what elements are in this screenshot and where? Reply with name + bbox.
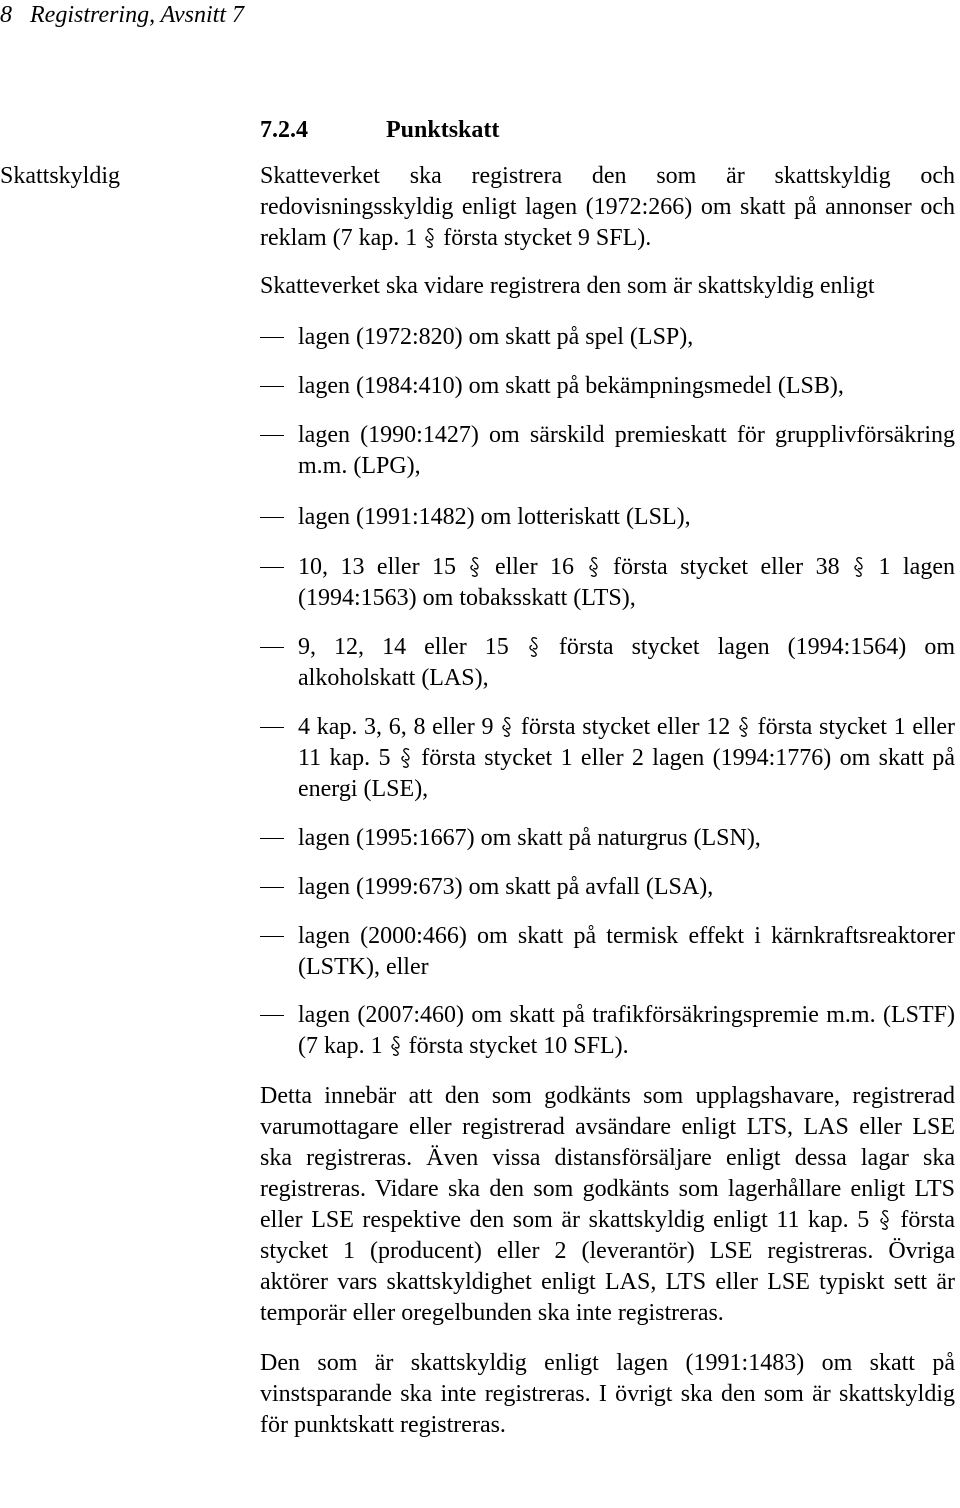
section-heading <box>260 115 499 146</box>
section-sign-icon <box>469 556 481 578</box>
list-item-text: lagen (1995:1667) om skatt på naturgrus (LSN), <box>298 825 761 851</box>
dash-bullet <box>260 435 284 436</box>
list-item <box>260 872 955 903</box>
dash-bullet <box>260 1015 284 1016</box>
dash-bullet <box>260 337 284 338</box>
dash-bullet <box>260 887 284 888</box>
list-item-text: lagen (1999:673) om skatt på avfall (LSA), <box>298 874 714 900</box>
list-item <box>260 712 955 805</box>
page-header <box>0 0 244 31</box>
section-sign-icon <box>853 556 865 578</box>
list-item <box>260 502 955 533</box>
paragraph-further-registration: Skatteverket ska vidare registrera den som är skattskyldig enligt <box>260 273 875 299</box>
list-item <box>260 921 955 983</box>
section-number: 7.2.4 <box>260 117 308 143</box>
running-title: Registrering, Avsnitt 7 <box>30 2 244 28</box>
section-sign-icon <box>738 716 750 738</box>
section-sign-icon <box>528 636 540 658</box>
dash-bullet <box>260 517 284 518</box>
list-item <box>260 1000 955 1062</box>
dash-bullet <box>260 727 284 728</box>
list-item-text: 4 kap. 3, 6, 8 eller 9 första stycket eller 12 första stycket 1 eller 11 kap. 5 första stycket 1 eller 2 lagen (1994:1776) om skatt på energi (LSE), <box>298 714 956 802</box>
section-sign-icon <box>424 227 436 249</box>
list-item-text: lagen (1991:1482) om lotteriskatt (LSL), <box>298 504 691 530</box>
list-item <box>260 823 955 854</box>
margin-label: Skattskyldig <box>0 163 121 189</box>
list-item-text: 10, 13 eller 15 eller 16 första stycket eller 38 1 lagen (1994:1563) om tobaksskatt (LTS), <box>298 554 955 611</box>
list-item-text: lagen (1972:820) om skatt på spel (LSP), <box>298 324 694 350</box>
law-list <box>260 322 955 1062</box>
list-item-text: lagen (1984:410) om skatt på bekämpningsmedel (LSB), <box>298 373 844 399</box>
list-item-text: lagen (2007:460) om skatt på trafikförsäkringspremie m.m. (LSTF) (7 kap. 1 första stycket 10 SFL). <box>298 1002 955 1059</box>
paragraph-meaning: Detta innebär att den som godkänts som upplagshavare, registrerad varumottagare eller registrerad avsändare enligt LTS, LAS eller LSE ska registreras. Även vissa distansförsäljare enligt dessa lagar ska registreras. Vidare ska den som godkänts som lagerhållare enligt LTS eller LSE respektive den som är skattskyldig enligt 11 kap. 5 första stycket 1 (producent) eller 2 (leverantör) LSE registreras. Övriga aktörer vars skattskyldighet enligt LAS, LTS eller LSE typiskt sett är temporär eller oregelbunden ska inte registreras. <box>260 1083 955 1326</box>
list-item <box>260 552 955 614</box>
section-sign-icon <box>400 747 412 769</box>
list-item-text: lagen (2000:466) om skatt på termisk effekt i kärnkraftsreaktorer (LSTK), eller <box>298 923 955 980</box>
dash-bullet <box>260 567 284 568</box>
dash-bullet <box>260 647 284 648</box>
body-text <box>260 161 955 1441</box>
paragraph-registration: Skatteverket ska registrera den som är skattskyldig och redovisningsskyldig enligt lagen (1972:266) om skatt på annonser och reklam (7 kap. 1 första stycket 9 SFL). <box>260 163 955 251</box>
page-number: 8 <box>0 2 12 28</box>
section-sign-icon <box>588 556 600 578</box>
section-sign-icon <box>879 1209 891 1231</box>
dash-bullet <box>260 936 284 937</box>
section-sign-icon <box>501 716 513 738</box>
section-title: Punktskatt <box>386 117 500 143</box>
list-item <box>260 322 955 353</box>
dash-bullet <box>260 386 284 387</box>
list-item <box>260 632 955 694</box>
paragraph-vinstsparande: Den som är skattskyldig enligt lagen (1991:1483) om skatt på vinstsparande ska inte registreras. I övrigt ska den som är skattskyldig för punktskatt registreras. <box>260 1350 955 1438</box>
list-item <box>260 420 955 482</box>
section-sign-icon <box>390 1035 402 1057</box>
list-item-text: lagen (1990:1427) om särskild premieskatt för grupplivförsäkring m.m. (LPG), <box>298 422 955 479</box>
list-item <box>260 371 955 402</box>
list-item-text: 9, 12, 14 eller 15 första stycket lagen (1994:1564) om alkoholskatt (LAS), <box>298 634 955 691</box>
dash-bullet <box>260 838 284 839</box>
